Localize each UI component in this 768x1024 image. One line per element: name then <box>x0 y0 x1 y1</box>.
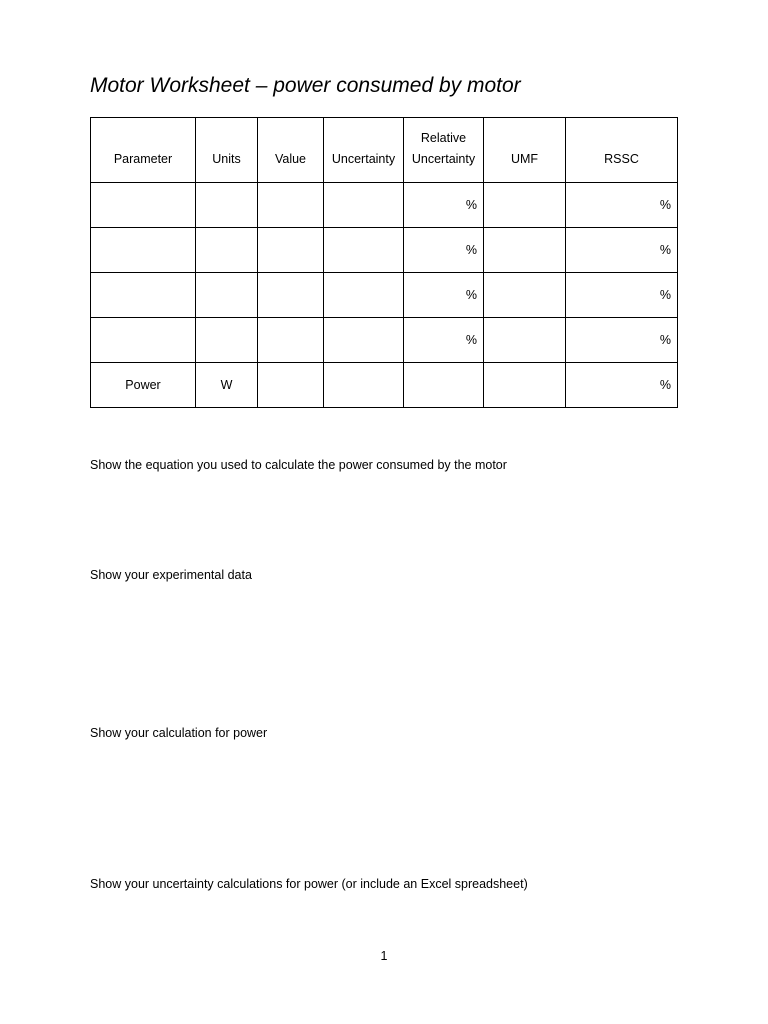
prompt-calculation: Show your calculation for power <box>90 726 268 740</box>
cell-value[interactable] <box>258 183 324 228</box>
prompt-experimental-data: Show your experimental data <box>90 568 252 582</box>
cell-rssc[interactable]: % <box>566 318 678 363</box>
table-row-power <box>91 363 678 408</box>
table-row <box>91 273 678 318</box>
table-row <box>91 318 678 363</box>
header-value: Value <box>258 118 324 183</box>
cell-umf[interactable] <box>484 318 566 363</box>
prompt-uncertainty: Show your uncertainty calculations for power (or include an Excel spreadsheet) <box>90 877 528 891</box>
header-umf: UMF <box>484 118 566 183</box>
cell-value[interactable] <box>258 318 324 363</box>
cell-units[interactable] <box>196 183 258 228</box>
header-rssc: RSSC <box>566 118 678 183</box>
prompt-equation: Show the equation you used to calculate the power consumed by the motor <box>90 458 507 472</box>
header-relative-uncertainty-line2: Uncertainty <box>411 152 476 166</box>
table-row <box>91 228 678 273</box>
cell-uncertainty[interactable] <box>324 318 404 363</box>
cell-units[interactable] <box>196 273 258 318</box>
cell-rssc[interactable]: % <box>566 273 678 318</box>
header-relative-uncertainty <box>404 118 484 183</box>
cell-uncertainty[interactable] <box>324 363 404 408</box>
cell-rssc[interactable]: % <box>566 363 678 408</box>
cell-parameter[interactable] <box>91 273 196 318</box>
page-title: Motor Worksheet – power consumed by motor <box>90 74 521 97</box>
cell-uncertainty[interactable] <box>324 228 404 273</box>
cell-parameter[interactable] <box>91 183 196 228</box>
cell-uncertainty[interactable] <box>324 273 404 318</box>
cell-rssc[interactable]: % <box>566 183 678 228</box>
cell-umf[interactable] <box>484 363 566 408</box>
page-number: 1 <box>380 949 388 963</box>
cell-uncertainty[interactable] <box>324 183 404 228</box>
cell-relative-uncertainty[interactable]: % <box>404 228 484 273</box>
cell-units[interactable] <box>196 228 258 273</box>
cell-relative-uncertainty[interactable]: % <box>404 318 484 363</box>
table-header-row <box>91 118 678 183</box>
cell-value[interactable] <box>258 363 324 408</box>
cell-umf[interactable] <box>484 183 566 228</box>
cell-relative-uncertainty[interactable]: % <box>404 273 484 318</box>
cell-value[interactable] <box>258 228 324 273</box>
cell-parameter-power: Power <box>91 363 196 408</box>
worksheet-table <box>90 117 678 408</box>
cell-umf[interactable] <box>484 228 566 273</box>
header-parameter: Parameter <box>91 118 196 183</box>
cell-umf[interactable] <box>484 273 566 318</box>
header-units: Units <box>196 118 258 183</box>
header-relative-uncertainty-line1: Relative <box>420 131 467 145</box>
table-row <box>91 183 678 228</box>
cell-rssc[interactable]: % <box>566 228 678 273</box>
cell-value[interactable] <box>258 273 324 318</box>
cell-parameter[interactable] <box>91 228 196 273</box>
cell-parameter[interactable] <box>91 318 196 363</box>
header-uncertainty: Uncertainty <box>324 118 404 183</box>
cell-units[interactable] <box>196 318 258 363</box>
cell-relative-uncertainty[interactable] <box>404 363 484 408</box>
cell-relative-uncertainty[interactable]: % <box>404 183 484 228</box>
cell-units-power: W <box>196 363 258 408</box>
